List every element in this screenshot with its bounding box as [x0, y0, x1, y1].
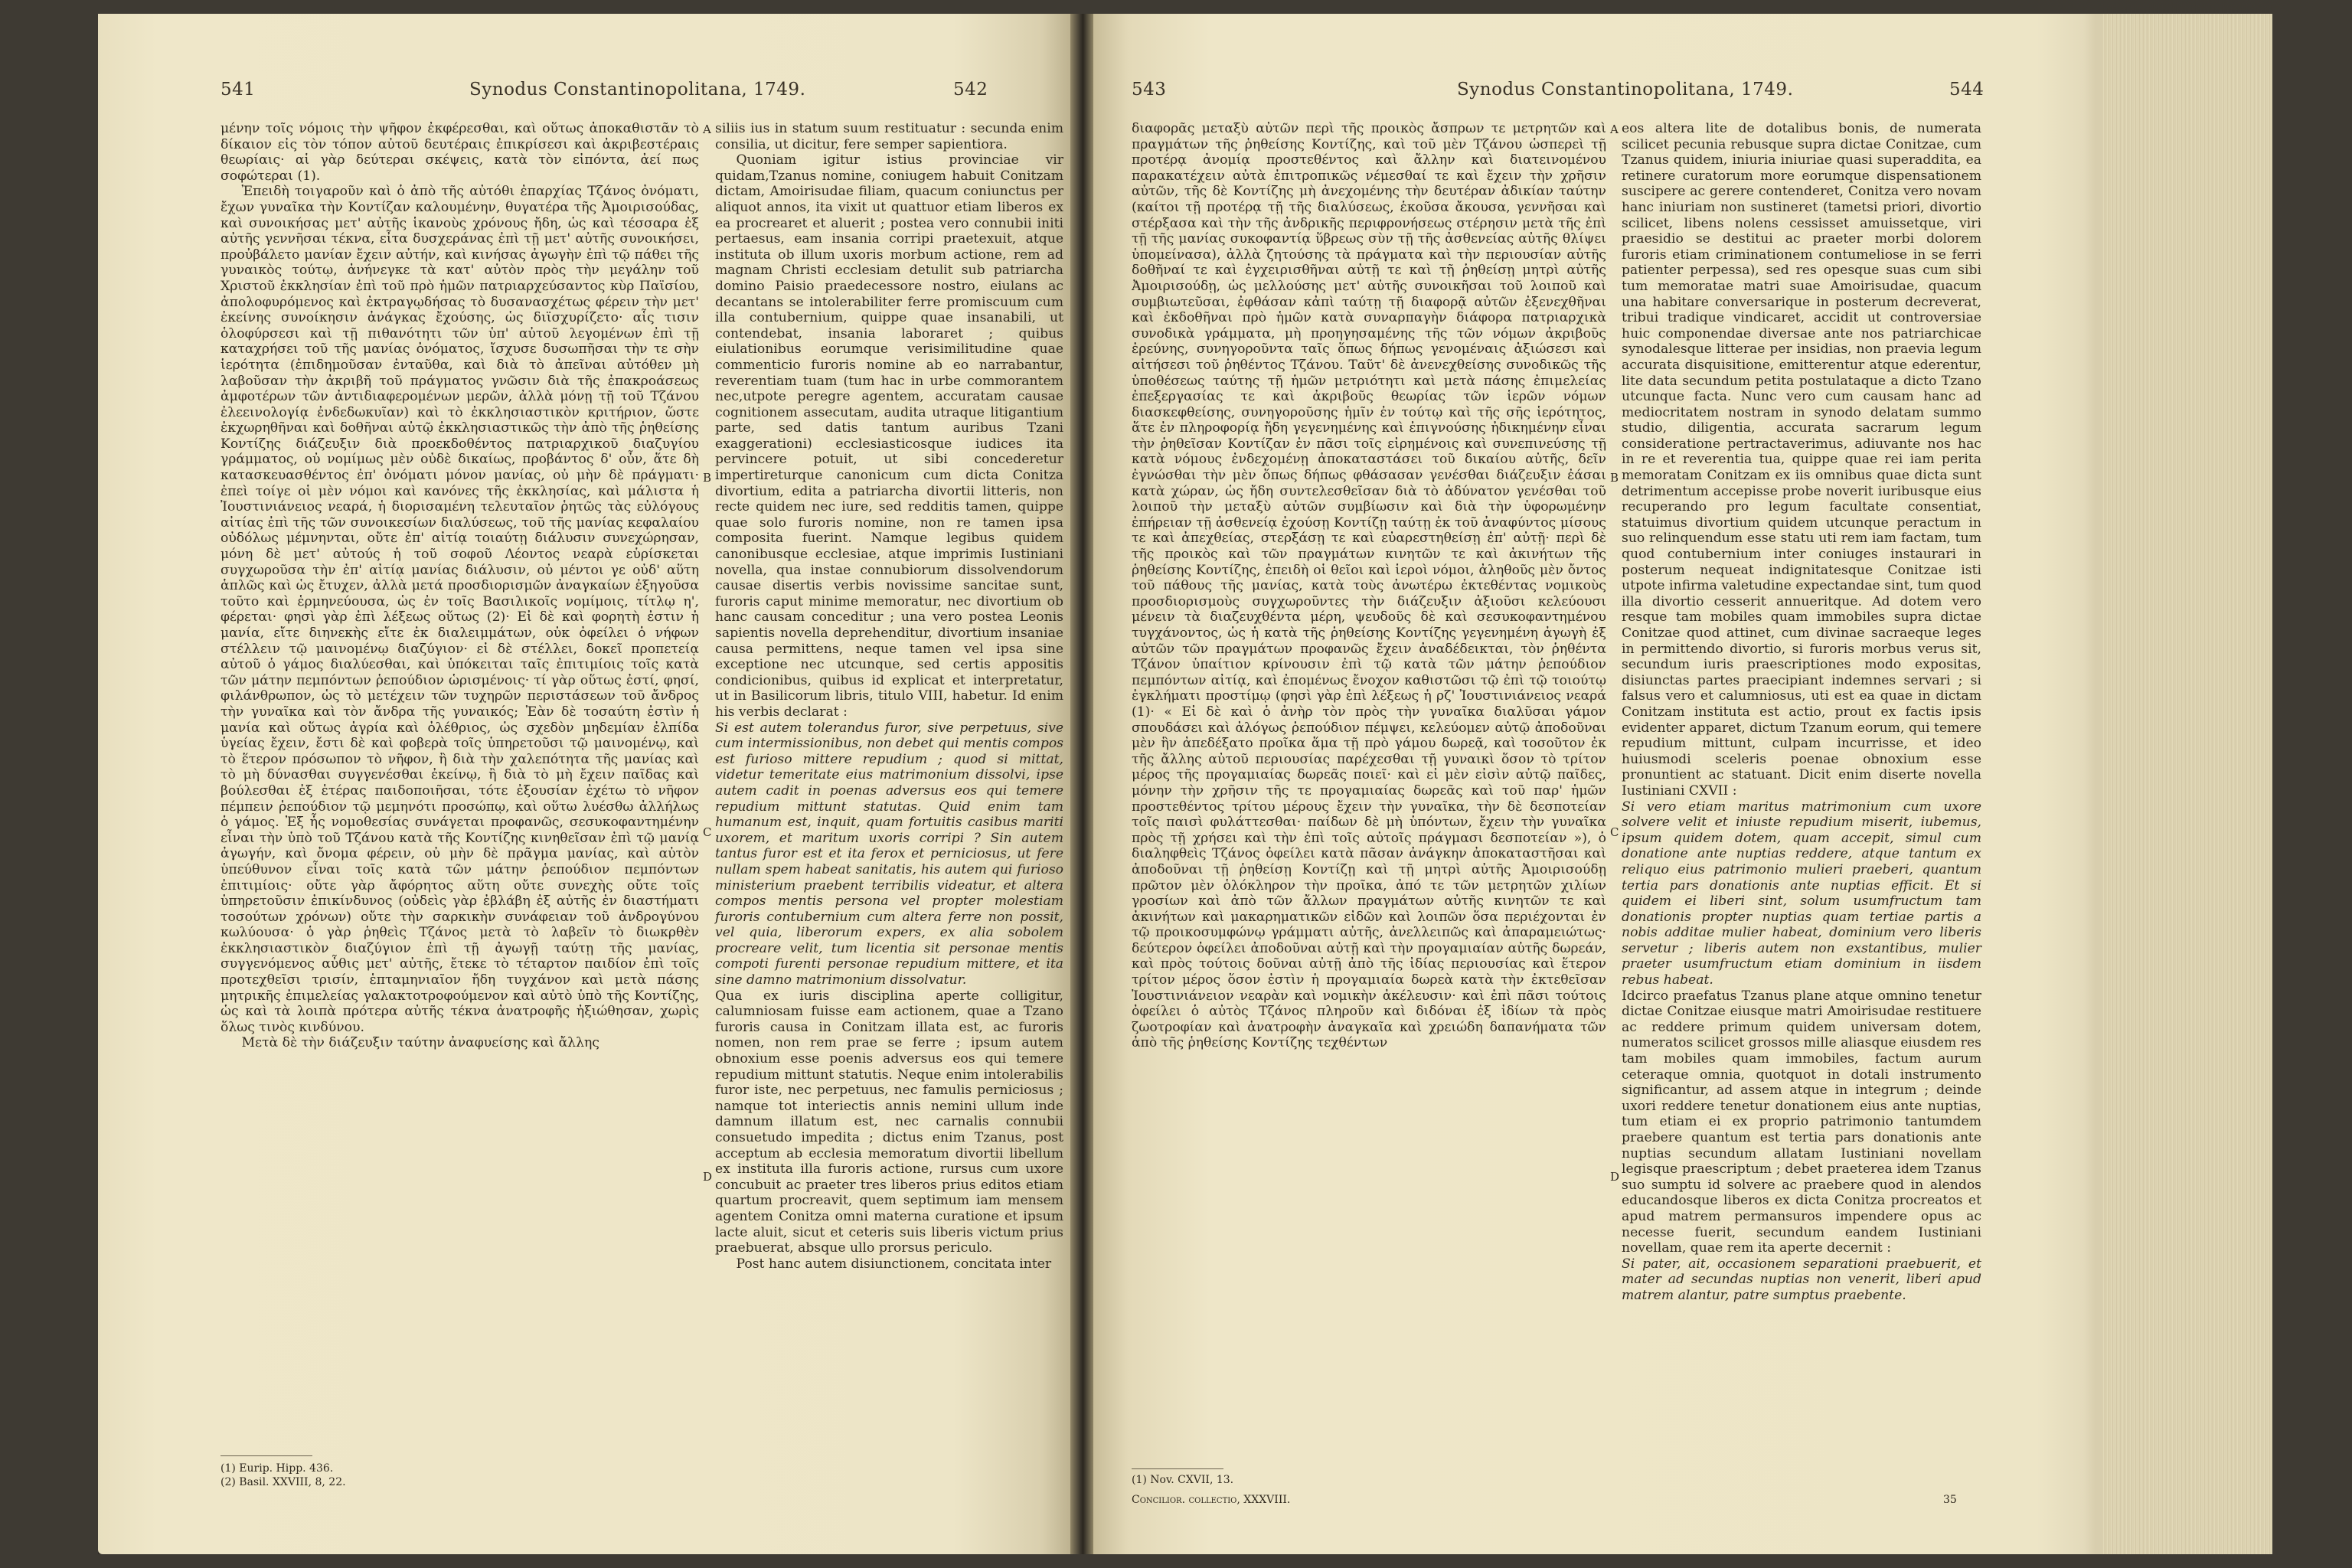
greek-column-right	[1132, 121, 1606, 1051]
margin-marker-b: B	[1610, 471, 1619, 485]
left-page	[98, 14, 1070, 1554]
page-number-544: 544	[1949, 80, 1984, 100]
page-number-542: 542	[953, 80, 988, 100]
margin-marker-c: C	[703, 825, 712, 839]
footnote-rule	[220, 1455, 312, 1456]
book-gutter	[1070, 14, 1093, 1554]
footnote-1: (1) Nov. CXVII, 13.	[1132, 1474, 1234, 1486]
latin-quote: Si est autem tolerandus furor, sive perpetuus, sive cum intermissionibus, non debet qui mentis compos est furioso mittere repudium ; quod si mittat, videtur temeritate eius matrimonium dissolvi, ipse autem cadit in poenas adversus eos qui temere repudium mittunt statutas. Quid enim tam humanum est, inquit, quam fortuitis casibus mariti uxorem, et maritum uxoris corripi ? Sin autem tantus furor est et ita ferox et perniciosus, ut fere nullam spem habeat sanitatis, his autem qui furioso ministerium praebent terribilis videatur, et altera compos mentis persona vel propter molestiam furoris contubernium cum altera ferre non possit, vel quia, liberorum expers, ex alia sobolem procreare velit, tum licentia sit personae mentis compoti furenti personae repudium mittere, et ita sine damno matrimonium dissolvatur.	[715, 720, 1063, 988]
running-title-left: Synodus Constantinopolitana, 1749.	[469, 80, 806, 100]
margin-marker-a: A	[703, 122, 711, 136]
signature-mark: Concilior. collectio, XXXVIII.	[1132, 1494, 1291, 1506]
latin-paragraph: Post hanc autem disiunctionem, concitata inter	[736, 1256, 1052, 1272]
latin-column-left	[715, 121, 1063, 1272]
signature-number: 35	[1943, 1494, 1957, 1506]
greek-paragraph: διαφορᾶς μεταξὺ αὐτῶν περὶ τῆς προικὸς ἄσπρων τε μετρητῶν καὶ πραγμάτων τῆς ῥηθείσης Κοντίζης, καὶ τοῦ μὲν Τζάνου ὡσπερεὶ τῇ προτέρᾳ ἀνομίᾳ προστεθέντος καὶ ἄλλην καὶ διατεινομένου παρακατέχειν αὐτὰ ἐπιτροπικῶς νέμεσθαί τε καὶ ἔχειν τὴν χρῆσιν αὐτῶν, τῆς δὲ Κοντίζης μὴ ἀνεχομένης τὴν δευτέραν ἀδικίαν ταύτην (καίτοι τῇ προτέρᾳ τῇ τῆς διαλύσεως, ἑκοῦσα ἄκουσα, γεννῆσαι καὶ στέρξασα καὶ τὴν τῆς ἀνδρικῆς περιφρονήσεως στέρησιν μετὰ τῆς ἐπὶ τῇ τῆς μανίας συκοφαντίᾳ ὕβρεως σὺν τῇ τῆς ἀσθενείας αὐτῆς θλίψει ὑπομείνασα), ἀλλὰ ζητούσης τὰ πράγματα καὶ τὴν περιουσίαν αὐτῆς δοθῆναί τε καὶ ἐγχειρισθῆναι αὐτῇ τε καὶ τῇ ῥηθείσῃ μητρὶ αὐτῆς Ἀμοιρισούδῃ, ὡς μελλούσης μετ' αὐτῆς συνοικῆσαι τοῦ λοιποῦ καὶ συμβιωτεῦσαι, ἐφθάσαν κἀπὶ ταύτῃ τῇ διαφορᾷ αὐτῶν ἐξενεχθῆναι καὶ ἐκδοθῆναι πρὸ ἡμῶν κατὰ συναρπαγὴν διάφορα πατριαρχικὰ συνοδικὰ γράμματα, μὴ προηγησαμένης τῆς τῶν νόμων ἀκριβοῦς ἐρεύνης, συνηγοροῦντα ταῖς ὅπως δήπως γενομέναις ἀξιώσεσι καὶ αἰτήσεσι τοῦ ῥηθέντος Τζάνου. Ταῦτ' δὲ ἀνενεχθείσης συνοδικῶς τῆς ὑποθέσεως ταύτης τῇ ἡμῶν μετριότητι καὶ μετὰ πάσης ἐπιμελείας ἐπεξεργασίας τε καὶ ἀκριβοῦς θεωρίας τῶν ἱερῶν νόμων διασκεφθείσης, συνηγοροῦσης ἡμῖν ἐν τούτῳ καὶ τῆς σῆς ἱερότητος, ἅτε ἐν πληροφορίᾳ ἤδη γεγενημένης καὶ ἐπιγνούσης ἠδικημένην εἶναι τὴν ῥηθεῖσαν Κοντίζαν ἐν πᾶσι τοῖς εἰρημένοις καὶ συνεπινεύσης τῇ κατὰ νόμους ἐνδεχομένῃ ἀποκαταστάσει τοῦ δικαίου αὐτῆς, δεῖν ἐγνώσθαι τὴν μὲν ὅπως δήπως φθάσασαν γενέσθαι διάζευξιν ἐάσαι κατὰ χώραν, ὡς ἤδη συντελεσθεῖσαν διὰ τὸ ἀδύνατον γενέσθαι τοῦ λοιποῦ τὴν μεταξὺ αὐτῶν συμβίωσιν καὶ διὰ τὴν ὑφορωμένην ἐπήρειαν τῇ ἀσθενείᾳ ἐχούσῃ Κοντίζῃ ταύτῃ ἐκ τοῦ ἀναφύντος μίσους τε καὶ ἀπεχθείας, στερξάσῃ τε καὶ εὐαρεστηθείσῃ ἐπ' αὐτῇ· περὶ δὲ τῆς προικὸς καὶ τῶν πραγμάτων κινητῶν τε καὶ ἀκινήτων τῆς ῥηθείσης Κοντίζης, ἐπειδὴ οἱ θεῖοι καὶ ἱεροὶ νόμοι, ἀληθοῦς μὲν ὄντος τοῦ πάθους τῆς μανίας, κατὰ τοὺς ἀνωτέρω ἐκτεθέντας νομικοὺς προσδιορισμοὺς συγχωροῦντες τὴν διάζευξιν ἀξιοῦσι κελεύουσι μένειν τὰ διαζευχθέντα μέρη, ψευδοῦς δὲ καὶ σεσυκοφαντημένου τυγχάνοντος, ὡς ἡ κατὰ τῆς ῥηθείσης Κοντίζης γεγενημένη ἀγωγὴ ἐξ αὐτῶν τῶν πραγμάτων προφανῶς ἔχειν ἀναδέδεικται, τὸν ῥηθέντα Τζάνον ὑπαίτιον κρίνουσιν ἐπὶ τῷ κατὰ τῶν μάτην ῥεπούδιον πεμπόντων αἰτίᾳ, καὶ ἐπομένως ἔνοχον καθιστῶσι τῷ ἐπὶ τῷ τοιούτῳ ἐγκλήματι προστίμῳ (φησὶ γὰρ ἐπὶ λέξεως ἡ ρζ' Ἰουστινιάνειος νεαρά (1)· « Εἰ δὲ καὶ ὁ ἀνὴρ τὸν πρὸς τὴν γυναῖκα διαλῦσαι γάμον σπουδάσει καὶ ἀλόγως ῥεπούδιον πέμψει, κελεύομεν αὐτῷ ἀποδοῦναι μὲν ἣν ἀπεδέξατο προῖκα ἅμα τῇ πρὸ γάμου δωρεᾷ, καὶ τοσοῦτον ἐκ τῆς ἄλλης αὐτοῦ περιουσίας παρέχεσθαι τῇ γυναικὶ ὅσον τὸ τρίτον μέρος τῆς προγαμιαίας δωρεᾶς ποιεῖ· καὶ εἰ μὲν εἰσὶν αὐτῷ παῖδες, μόνην τὴν χρῆσιν τῆς τε προγαμιαίας δωρεᾶς καὶ τοῦ παρ' ἡμῶν προστεθέντος τρίτου μέρους ἔχειν τὴν γυναῖκα, τὴν δὲ δεσποτείαν τοῖς παισὶ φυλάττεσθαι· παίδων δὲ μὴ ὑπόντων, ἔχειν τὴν γυναῖκα πρὸς τῇ χρήσει καὶ τὴν ἐπὶ τοῖς αὐτοῖς πράγμασι δεσποτείαν »), ὁ διαληφθεὶς Τζάνος ὀφείλει κατὰ πᾶσαν ἀνάγκην ἀποκαταστῆσαι καὶ ἀποδοῦναι τῇ ῥηθείσῃ Κοντίζῃ καὶ τῇ μητρὶ αὐτῆς Ἀμοιρισούδῃ πρῶτον μὲν ὁλόκληρον τὴν προῖκα, ἀπό τε τῶν μετρητῶν χιλίων γροσίων καὶ ἀπὸ τῶν ἄλλων πραγμάτων αὐτῆς κινητῶν τε καὶ ἀκινήτων καὶ μακαρηματικῶν εἰδῶν καὶ λοιπῶν ὅσα περιέχονται ἐν τῷ προικοσυμφώνῳ γράμματι αὐτῆς, ἀνελλειπῶς καὶ ἀπαραμειώτως· δεύτερον ὀφείλει ἀποδοῦναι αὐτῇ καὶ τὴν προγαμιαίαν αὐτῆς δωρεάν, καὶ πρὸς τούτοις δοῦναι αὐτῇ ἀπὸ τῆς ἰδίας περιουσίας καὶ ἕτερον τρίτον μέρος ὅσον ἐστὶν ἡ προγαμιαία δωρεὰ κατὰ τὴν ἐκτεθεῖσαν Ἰουστινιάνειον νεαρὰν καὶ νομικὴν ἀκέλευσιν· καὶ ἐπὶ πᾶσι τούτοις ὀφείλει ὁ αὐτὸς Τζάνος πληροῦν καὶ διδόναι ἐξ ἰδίων τὰ πρὸς ζωοτροφίαν καὶ ἀνατροφὴν ἀναγκαῖα καὶ χρειώδη δαπανήματα τῶν ἀπὸ τῆς ῥηθείσης Κοντίζης τεχθέντων	[1132, 121, 1606, 1051]
page-number-543: 543	[1132, 80, 1167, 100]
footnote-2: (2) Basil. XXVIII, 8, 22.	[220, 1476, 346, 1488]
page-edges	[2102, 14, 2272, 1554]
latin-column-right	[1622, 121, 1981, 1304]
right-page	[1093, 14, 2272, 1554]
greek-paragraph: Ἐπειδὴ τοιγαροῦν καὶ ὁ ἀπὸ τῆς αὐτόθι ἐπαρχίας Τζάνος ὀνόματι, ἔχων γυναῖκα τὴν Κοντίζαν καλουμένην, θυγατέρα τῆς Ἀμοιρισούδας, καὶ συνοικήσας μετ' αὐτῆς ἱκανοὺς χρόνους ἤδη, ὡς καὶ τέσσαρα ἐξ αὐτῆς γεννῆσαι τέκνα, εἶτα δυσχεράνας ἐπὶ τῇ μετ' αὐτῆς συνοικήσει, προὐβάλετο μανίαν ἔχειν αὐτήν, καὶ κινήσας ἀγωγὴν ἐπὶ τῷ πάθει τῆς γυναικὸς τούτῳ, ἀνήνεγκε τὰ κατ' αὐτὸν πρὸς τὴν μεγάλην τοῦ Χριστοῦ ἐκκλησίαν ἐπὶ τοῦ πρὸ ἡμῶν πατριαρχεύσαντος κὺρ Παϊσίου, ἀπολοφυρόμενος καὶ ἐκτραγῳδήσας τὸ δυσανασχέτως φέρειν τὴν μετ' ἐκείνης συνοίκησιν ἀνάγκας ἔχούσης, ὡς διϊσχυρίζετο· αἷς τισιν ὁλοφύρσεσι καὶ τῇ πιθανότητι τῶν ὑπ' αὐτοῦ λεγομένων ἐπὶ τῇ καταχρήσει τοῦ τῆς μανίας ὀνόματος, ἴσχυσε δυσωπῆσαι τὴν τε σὴν ἱερότητα (ἐπιδημοῦσαν ἐνταῦθα, καὶ διὰ τὸ ἀπεῖναι αὐτόθεν μὴ λαβοῦσαν τὴν ἀκριβῆ τοῦ πράγματος γνῶσιν διὰ τῆς ἐπακροάσεως ἀμφοτέρων τῶν ἀντιδιαφερομένων μερῶν, ἀλλὰ μόνῃ τῇ τοῦ Τζάνου ἐλεεινολογίᾳ ἐνδεδωκυῖαν) καὶ τὸ ἐκκλησιαστικὸν κριτήριον, ὥστε ἐκχωρηθῆναι καὶ δοθῆναι αὐτῷ ἐκκλησιαστικῶς τὴν ἀπὸ τῆς ῥηθείσης Κοντίζης διάζευξιν διὰ προεκδοθέντος πατριαρχικοῦ διαζυγίου γράμματος, οὐ νομίμως μὲν οὐδὲ δικαίως, προβάντος δ' οὖν, ἅτε δὴ κατασκευασθέντος ἐπ' ὀνόματι μόνον μανίας, οὐ μὴν δὲ πράγματι· ἐπεὶ τοίγε οἱ μὲν νόμοι καὶ κανόνες τῆς ἐκκλησίας, καὶ μάλιστα ἡ Ἰουστινιάνειος νεαρά, ἡ διορισαμένη τελευταῖον ῥητῶς τὰς εὐλόγους αἰτίας ἐπὶ τῆς τῶν συνοικεσίων διαλύσεως, τοῦ τῆς μανίας κεφαλαίου οὐδόλως μέμνηνται, οὔτε ἐπ' αἰτίᾳ τοιαύτῃ διάλυσιν συνεχώρησαν, μόνη δὲ μετ' αὐτούς ἡ τοῦ σοφοῦ Λέοντος νεαρὰ εὑρίσκεται συγχωροῦσα τὴν ἐπ' αἰτίᾳ μανίας διάλυσιν, οὐ μέντοι γε οὐδ' αὕτη ἁπλῶς καὶ ὡς ἔτυχεν, ἀλλὰ μετά προσδιορισμῶν ἀναγκαίων ἐξηγοῦσα τοῦτο καὶ ἑρμηνεύουσα, ὡς ἐν τοῖς Βασιλικοῖς νομίμοις, τίτλῳ η', φέρεται· φησὶ γὰρ ἐπὶ λέξεως οὕτως (2)· Εἰ δὲ καὶ φορητὴ ἐστιν ἡ μανία, εἴτε διηνεκὴς εἴτε ἐκ διαλειμμάτων, οὐκ ὀφείλει ὁ νήφων στέλλειν τῷ μαινομένῳ διαζύγιον· εἰ δὲ στέλλει, δοκεῖ προπετείᾳ αὐτοῦ ὁ γάμος διαλύεσθαι, καὶ ὑπόκειται ταῖς ἐπιτιμίοις τοῖς κατὰ τῶν μάτην πεμπόντων ῥεπούδιον ὡρισμένοις· τί γὰρ οὕτως ἐστί, φησί, φιλάνθρωπον, ὡς τὸ μετέχειν τῶν τυχηρῶν περιστάσεων τοῦ ἄνδρος τὴν γυναῖκα καὶ τὸν ἄνδρα τῆς γυναικός; Ἐὰν δὲ τοσαύτη ἐστὶν ἡ μανία καὶ οὕτως ἀγρία καὶ ὀλέθριος, ὡς σχεδὸν μηδεμίαν ἐλπίδα ὑγείας ἔχειν, ἔστι δὲ καὶ φοβερὰ τοῖς ὑπηρετοῦσι τῷ μαινομένῳ, καὶ τὸ ἕτερον πρόσωπον τὸ νῆφον, ἢ διὰ τὴν χαλεπότητα τῆς μανίας καὶ τὸ μὴ δύνασθαι συγγενέσθαι ἐκείνῳ, ἢ διὰ τὸ μὴ ἔχειν παῖδας καὶ βούλεσθαι ἐξ ἑτέρας παιδοποιῆσαι, τότε ἐξουσίαν ἐχέτω τὸ νῆφον πέμπειν ῥεπούδιον τῷ μεμηνότι προσώπῳ, καὶ οὕτω λυέσθω ἀλλήλως ὁ γάμος. Ἐξ ἧς νομοθεσίας συνάγεται προφανῶς, σεσυκοφαντημένην εἶναι τὴν ὑπὸ τοῦ Τζάνου κατὰ τῆς Κοντίζης κινηθεῖσαν ἐπὶ τῷ μανίᾳ ἀγωγήν, καὶ ὄνομα φέρειν, οὐ μὴν δὲ πρᾶγμα μανίας, καὶ αὐτὸν ὑπεύθυνον εἶναι τοῖς κατὰ τῶν μάτην ῥεπούδιον πεμπόντων ἐπιτιμίοις· οὔτε γὰρ ἄφόρητος αὕτη οὔτε συνεχὴς οὔτε τοῖς ὑπηρετοῦσιν ἐπικίνδυνος (οὐδεὶς γὰρ ἐβλάβη ἐξ αὐτῆς ἐν διαστήματι τοσούτων χρόνων) οὔτε τὴν σαρκικὴν συνάφειαν τοῦ ἀνδρογύνου κωλύουσα· ὁ γὰρ ῥηθεὶς Τζάνος μετὰ τὸ λαβεῖν τὸ διωκρθὲν ἐκκλησιαστικὸν διαζύγιον ἐπὶ τῇ ἀγωγῇ ταύτῃ τῆς μανίας, συγγενόμενος αὖθις μετ' αὐτῆς, ἔτεκε τὸ τέταρτον παιδίον ἐπὶ τοῖς προτεχθεῖσι τρισίν, ἑπταμηνιαῖον ἤδη τυγχάνον καὶ μετὰ πάσης μητρικῆς ἐπιμελείας γαλακτοτροφούμενον καὶ αὐτὸ ὑπὸ τῆς Κοντίζης, ὡς καὶ τὰ λοιπὰ πρότερα αὐτῆς τέκνα ἀνατροφῆς ἠξιώθησαν, χωρὶς ὅλως τινὸς κινδύνου.	[220, 184, 699, 1035]
latin-paragraph: Quoniam igitur istius provinciae vir quidam,Tzanus nomine, coniugem habuit Conitzam dictam, Amoirisudae filiam, quacum coniunctus per aliquot annos, ita vixit ut quattuor etiam liberos ex ea procrearet et aluerit ; postea vero connubii initi pertaesus, eam insania corripi praetexuit, atque instituta ob illum uxoris morbum actione, rem ad magnam Christi ecclesiam detulit sub patriarcha domino Paisio praedecessore nostro, eiulans ac decantans se intolerabiliter ferre promiscuum cum illa contubernium, quippe quae insanabili, ut contendebat, insania laboraret ; quibus eiulationibus eorumque verisimilitudine quae commenticio furoris nomine ab eo narrabantur, reverentiam tuam (tum hac in urbe commorantem nec,utpote peregre agentem, accuratam causae cognitionem assecutam, audita utraque litigantium parte, sed datis tantum auribus Tzani exaggerationi) ecclesiasticosque iudices ita pervincere potuit, ut sibi concederetur impertireturque canonicum cum dicta Conitza divortium, edita a patriarcha divortii litteris, non recte quidem nec iure, sed redditis tamen, quippe quae solo furoris nomine, non re tamen ipsa composita fuerint. Namque legibus quidem canonibusque ecclesiae, atque imprimis Iustiniani novella, qua instae connubiorum dissolvendorum causae disertis verbis novissime sancitae sunt, furoris caput minime memoratur, nec divortium ob hanc causam conceditur ; una vero postea Leonis sapientis novella deprehenditur, divortium insaniae causa permittens, neque tamen vel ipsa sine exceptione nec utcunque, sed certis appositis condicionibus, quibus id explicat et interpretatur, ut in Basilicorum libris, titulo VIII, habetur. Id enim his verbis declarat :	[715, 152, 1063, 720]
margin-marker-a: A	[1610, 122, 1619, 136]
margin-marker-b: B	[703, 471, 712, 485]
latin-paragraph: Idcirco praefatus Tzanus plane atque omnino tenetur dictae Conitzae eiusque matri Amoirisudae restituere ac reddere primum quidem universam dotem, numeratos scilicet grossos mille aliasque eiusdem res tam mobiles quam immobiles, factum aurum ceteraque omnia, quotquot in dotali instrumento significantur, ad assem atque in integrum ; deinde uxori reddere tenetur donationem eius ante nuptias, tum etiam ei ex proprio patrimonio tantumdem praebere quantum est tertia pars donationis ante nuptias secundum allatam Iustiniani novellam legisque praescriptum ; debet praeterea idem Tzanus suo sumptu id solvere ac praebere quod in alendos educandosque liberos ex dicta Conitza procreatos et apud matrem permansuros impendere opus ac necesse fuerit, secundum eandem Iustiniani novellam, quae rem ita aperte decernit :	[1622, 988, 1981, 1256]
greek-column-left	[220, 121, 699, 1051]
footnote-rule	[1132, 1468, 1223, 1469]
latin-paragraph: eos altera lite de dotalibus bonis, de numerata scilicet pecunia rebusque supra dictae Conitzae, cum Tzanus quidem, iniuria iniuriae quasi superaddita, ea retinere curatorum more eorumque dispensationem suscipere ac gerere contenderet, Conitza vero novam hanc iniuriam non sustineret (tametsi priori, divortio scilicet, libens nolens cessisset amuissetque, viri praesidio se destitui ac praeter morbi dolorem furoris etiam criminationem contumeliose in se ferri patienter perpessa), sed res opesque suas cum sibi tum memoratae matri suae Amoirisudae, quacum una habitare conversarique in posterum decreverat, tribui tradique vindicaret, accidit ut controversiae huic componendae diversae ante nos patriarchicae synodalesque litterae per insidias, non praevia legum accurata disquisitione, emitterentur atque ederentur, lite data secundum petita postulataque a dicto Tzano utcunque facta. Nunc vero cum causam hanc ad mediocritatem nostram in synodo delatam summo studio, diligentia, accurata sacrarum legum consideratione pertractaverimus, adiuvante nos hac in re et reverentia tua, quippe quae rei iam perita memoratam Conitzam ex iis omnibus quae dicta sunt detrimentum accepisse probe noverit iuribusque eius recuperando pro legum facultate consentiat, statuimus divortium quidem utcunque peractum in suo relinquendum esse statu uti rem iam factam, tum quod contubernium inter coniuges instaurari in posterum nequeat indignitatesque Conitzae isti utpote infirma valetudine expectandae sint, tum quod illa divortio cesserit annueritque. Ad dotem vero resque tam mobiles quam immobiles supra dictae Conitzae quod attinet, cum divinae sacraeque leges in permittendo divortio, si furoris morbus verus sit, secundum iuris praescriptiones modo expositas, disiunctas partes praecipiant indemnes servari ; si falsus vero et calumniosus, uti est ea quae in dictam Conitzam instituta est actio, prout ex factis ipsis evidenter apparet, dictum Tzanum eorum, qui temere repudium mittunt, culpam incurrisse, et ideo huiusmodi sceleris poenae obnoxium esse pronuntient ac statuant. Dicit enim diserte novella Iustiniani CXVII :	[1622, 121, 1981, 799]
latin-paragraph: Qua ex iuris disciplina aperte colligitur, calumniosam fuisse eam actionem, quae a Tzano furoris causa in Conitzam illata est, ac furoris nomen, non rem prae se ferre ; ipsum autem obnoxium esse poenis adversus eos qui temere repudium mittunt statutis. Neque enim intolerabilis furor iste, nec perpetuus, nec famulis perniciosus ; namque tot interiectis annis nemini ullum inde damnum illatum est, nec carnalis connubii consuetudo impedita ; dictus enim Tzanus, post acceptum ab ecclesia memoratum divortii libellum ex instituta illa furoris actione, rursus cum uxore concubuit ac praeter tres liberos prius editos etiam quartum procreavit, quem septimum iam mensem agentem Conitza omni materna curatione et ipsum lacte aluit, sicut et ceteris suis liberis victum prius praebuerat, absque ullo prorsus periculo.	[715, 988, 1063, 1256]
greek-paragraph: Μετὰ δὲ τὴν διάζευξιν ταύτην ἀναφυείσης καὶ ἄλλης	[241, 1035, 599, 1051]
margin-marker-d: D	[703, 1170, 713, 1184]
margin-marker-d: D	[1610, 1170, 1620, 1184]
open-book	[98, 14, 2269, 1554]
greek-paragraph: μένην τοῖς νόμοις τὴν ψῆφον ἐκφέρεσθαι, καὶ οὕτως ἀποκαθιστᾶν τὸ δίκαιον εἰς τὸν τόπον αὐτοῦ δευτέραις ἐπικρίσεσι καὶ ἀκριβεστέραις θεωρίαις· αἱ γὰρ δεύτεραι σκέψεις, κατὰ τὸν εἰπόντα, ἀεί πως σοφώτεραι (1).	[220, 121, 699, 184]
latin-quote: Si pater, ait, occasionem separationi praebuerit, et mater ad secundas nuptias non venerit, liberi apud matrem alantur, patre sumptus praebente.	[1622, 1256, 1981, 1303]
margin-marker-c: C	[1610, 825, 1619, 839]
page-number-541: 541	[220, 80, 256, 100]
running-title-right: Synodus Constantinopolitana, 1749.	[1457, 80, 1794, 100]
latin-quote: Si vero etiam maritus matrimonium cum uxore solvere velit et iniuste repudium miserit, iubemus, ipsum quidem dotem, quam accepit, simul cum donatione ante nuptias reddere, atque tantum ex reliquo eius patrimonio mulieri praeberi, quantum tertia pars donationis ante nuptias efficit. Et si quidem ei liberi sint, solum usumfructum tam donationis propter nuptias quam tertiae partis a nobis additae mulier habeat, dominium vero liberis servetur ; liberis autem non exstantibus, mulier praeter usumfructum etiam dominium in iisdem rebus habeat.	[1622, 799, 1981, 988]
latin-paragraph: siliis ius in statum suum restituatur : secunda enim consilia, ut dicitur, fere semper sapientiora.	[715, 121, 1063, 152]
footnote-1: (1) Eurip. Hipp. 436.	[220, 1462, 334, 1475]
